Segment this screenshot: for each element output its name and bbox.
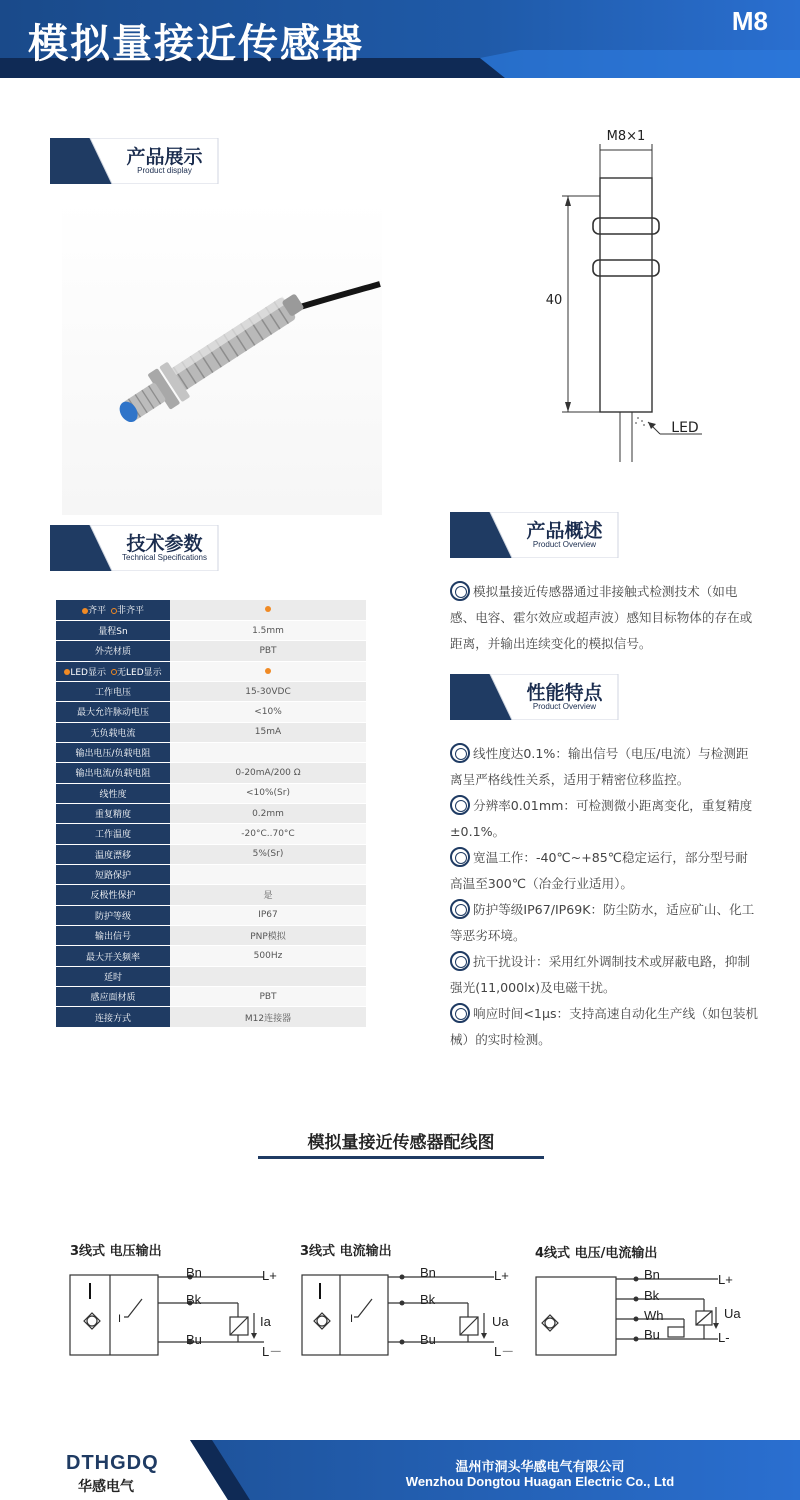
d3-bk: Bk: [644, 1288, 660, 1303]
feature-item: 抗干扰设计：采用红外调制技术或屏蔽电路，抑制强光(11,000lx)及电磁干扰。: [450, 949, 760, 1001]
spec-key: 输出信号: [56, 926, 170, 946]
table-row: [56, 905, 366, 925]
table-row: [56, 742, 366, 762]
spec-key: 最大允许脉动电压: [56, 702, 170, 722]
d3-lminus: L-: [718, 1330, 730, 1345]
d1-bk: Bk: [186, 1292, 202, 1307]
d1-lplus: L+: [262, 1268, 277, 1283]
d2-bk: Bk: [420, 1292, 436, 1307]
spec-value: 5%(Sr): [170, 844, 366, 864]
table-row: [56, 641, 366, 661]
selected-dot-icon: [265, 668, 271, 674]
d1-out: Ia: [260, 1314, 271, 1329]
d2-sym: I: [350, 1313, 354, 1325]
table-row: [56, 824, 366, 844]
table-row: [56, 722, 366, 742]
d2-out: Ua: [492, 1314, 509, 1329]
d3-bu: Bu: [644, 1327, 660, 1342]
spec-table: [56, 600, 366, 1028]
spec-value: <10%(Sr): [170, 783, 366, 803]
page-title: 模拟量接近传感器: [28, 21, 364, 67]
spec-key: 感应面材质: [56, 987, 170, 1007]
spec-value: [170, 661, 366, 681]
section-tab-display: [50, 138, 220, 184]
spec-key: 重复精度: [56, 803, 170, 823]
spec-value: <10%: [170, 702, 366, 722]
length-label: 40: [545, 293, 563, 308]
section-tab-features: [450, 674, 620, 720]
wiring-label-1: 3线式 电压输出: [70, 1244, 162, 1259]
d2-lminus: L－: [494, 1344, 515, 1359]
spec-value: 1.5mm: [170, 620, 366, 640]
wiring-title-rule: [258, 1156, 544, 1159]
specs-subtitle: Technical Specifications: [122, 553, 207, 562]
spec-value: PNP模拟: [170, 926, 366, 946]
spec-key: 反极性保护: [56, 885, 170, 905]
spec-value: [170, 600, 366, 620]
spec-value: [170, 966, 366, 986]
spec-value: 15-30VDC: [170, 681, 366, 701]
model-label: M8: [731, 6, 768, 36]
spec-key: 温度漂移: [56, 844, 170, 864]
d3-out: Ua: [724, 1306, 741, 1321]
spec-key: LED显示 无LED显示: [56, 661, 170, 681]
table-row: [56, 763, 366, 783]
wiring-label-3: 4线式 电压/电流输出: [535, 1246, 658, 1261]
spec-value: -20°C..70°C: [170, 824, 366, 844]
table-row: [56, 966, 366, 986]
overview-subtitle: Product Overview: [532, 540, 597, 549]
spec-value: 500Hz: [170, 946, 366, 966]
thread-label: M8×1: [606, 129, 646, 144]
spec-key: 输出电压/负载电阻: [56, 742, 170, 762]
feature-item: 线性度达0.1%：输出信号（电压/电流）与检测距离呈严格线性关系，适用于精密位移监控。: [450, 741, 760, 793]
spec-value: [170, 864, 366, 884]
spec-key: 防护等级: [56, 905, 170, 925]
dimension-drawing: [540, 122, 740, 472]
spec-key: 连接方式: [56, 1007, 170, 1027]
table-row: [56, 620, 366, 640]
feature-item: 分辨率0.01mm：可检测微小距离变化，重复精度±0.1%。: [450, 793, 760, 845]
table-row: [56, 844, 366, 864]
feature-item: 防护等级IP67/IP69K：防尘防水，适应矿山、化工等恶劣环境。: [450, 897, 760, 949]
company-name-en: Wenzhou Dongtou Huagan Electric Co., Ltd: [405, 1474, 675, 1489]
table-row: [56, 864, 366, 884]
led-label: LED: [671, 420, 699, 436]
display-title: 产品展示: [126, 146, 203, 168]
spec-value: IP67: [170, 905, 366, 925]
table-row: [56, 926, 366, 946]
selected-dot-icon: [265, 606, 271, 612]
spec-key: 工作电压: [56, 681, 170, 701]
spec-key: 短路保护: [56, 864, 170, 884]
d1-bn: Bn: [186, 1265, 202, 1280]
spec-key: 线性度: [56, 783, 170, 803]
overview-paragraph: [450, 579, 760, 657]
d3-bn: Bn: [644, 1267, 660, 1282]
spec-key: 工作温度: [56, 824, 170, 844]
spec-value: M12连接器: [170, 1007, 366, 1027]
features-subtitle: Product Overview: [532, 702, 597, 711]
bullet-icon: [450, 899, 470, 919]
company-logo-text: DTHGDQ: [66, 1452, 159, 1474]
bullet-icon: [450, 1003, 470, 1023]
bullet-icon: [450, 743, 470, 763]
company-logo-cn: 华感电气: [78, 1479, 134, 1495]
display-subtitle: Product display: [137, 166, 192, 175]
spec-key: 量程Sn: [56, 620, 170, 640]
d1-sym: I: [118, 1313, 122, 1325]
d2-bu: Bu: [420, 1332, 436, 1347]
feature-item: 宽温工作：-40℃~+85℃稳定运行，部分型号耐高温至300℃（冶金行业适用）。: [450, 845, 760, 897]
wiring-title: 模拟量接近传感器配线图: [307, 1133, 495, 1153]
spec-value: 0-20mA/200 Ω: [170, 763, 366, 783]
overview-title: 产品概述: [526, 520, 603, 542]
spec-key: 外壳材质: [56, 641, 170, 661]
features-list: [450, 741, 760, 1053]
table-row: [56, 702, 366, 722]
d3-wh: Wh: [644, 1308, 664, 1323]
bullet-icon: [450, 795, 470, 815]
product-photo: [62, 200, 382, 515]
section-tab-overview: [450, 512, 620, 558]
table-row: [56, 783, 366, 803]
specs-title: 技术参数: [126, 533, 203, 555]
header-banner: [0, 0, 800, 78]
section-tab-specs: [50, 525, 220, 571]
spec-value: 是: [170, 885, 366, 905]
table-row: [56, 681, 366, 701]
feature-item: 响应时间<1μs：支持高速自动化生产线（如包装机械）的实时检测。: [450, 1001, 760, 1053]
spec-value: [170, 742, 366, 762]
spec-key: 无负载电流: [56, 722, 170, 742]
table-row: [56, 803, 366, 823]
d1-lminus: L－: [262, 1344, 283, 1359]
spec-value: 15mA: [170, 722, 366, 742]
company-name-cn: 温州市洞头华感电气有限公司: [455, 1460, 625, 1475]
table-row: [56, 946, 366, 966]
table-row: [56, 661, 366, 681]
spec-value: 0.2mm: [170, 803, 366, 823]
bullet-icon: [450, 847, 470, 867]
spec-key: 最大开关频率: [56, 946, 170, 966]
table-row: [56, 600, 366, 620]
d1-bu: Bu: [186, 1332, 202, 1347]
wiring-label-2: 3线式 电流输出: [300, 1244, 392, 1259]
table-row: [56, 987, 366, 1007]
d2-bn: Bn: [420, 1265, 436, 1280]
overview-text: 模拟量接近传感器通过非接触式检测技术（如电感、电容、霍尔效应或超声波）感知目标物体的存在或距离，并输出连续变化的模拟信号。: [450, 584, 753, 651]
spec-key: 延时: [56, 966, 170, 986]
table-row: [56, 885, 366, 905]
d3-lplus: L+: [718, 1272, 733, 1287]
bullet-icon: [450, 951, 470, 971]
spec-value: PBT: [170, 641, 366, 661]
spec-key: 齐平 非齐平: [56, 600, 170, 620]
table-row: [56, 1007, 366, 1027]
d2-lplus: L+: [494, 1268, 509, 1283]
features-title: 性能特点: [526, 682, 603, 704]
bullet-icon: [450, 581, 470, 601]
spec-key: 输出电流/负载电阻: [56, 763, 170, 783]
spec-value: PBT: [170, 987, 366, 1007]
